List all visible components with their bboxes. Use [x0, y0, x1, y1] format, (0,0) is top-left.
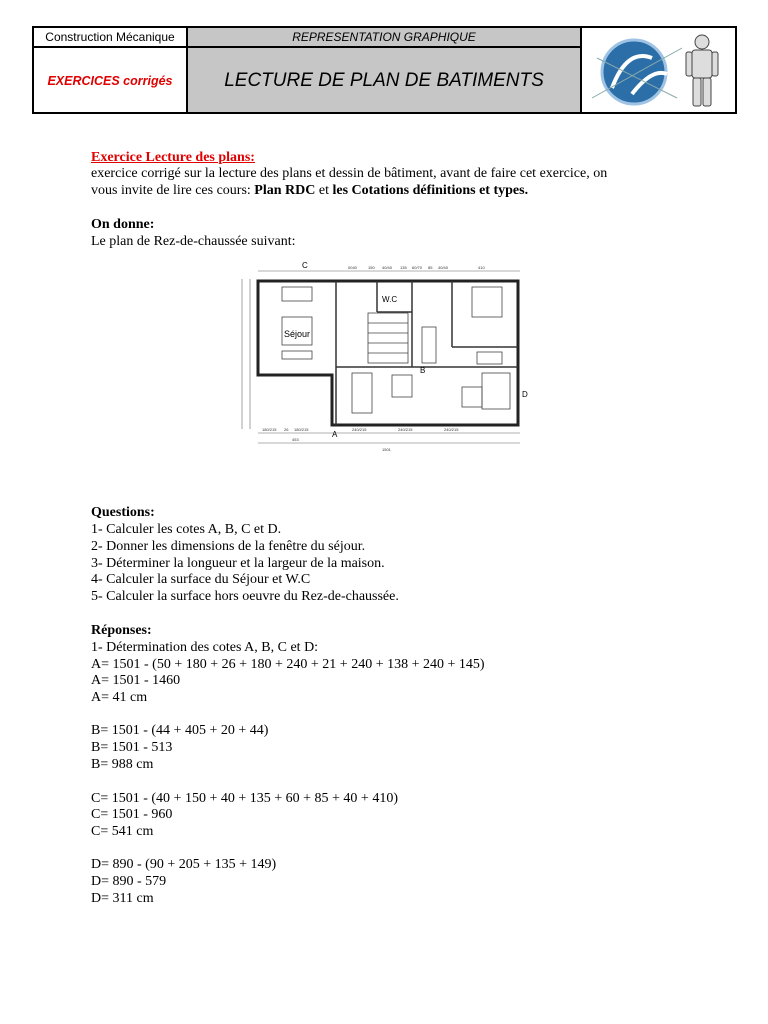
svg-text:180/215: 180/215	[262, 427, 277, 432]
svg-text:26: 26	[284, 427, 289, 432]
plan-label-b: B	[420, 366, 426, 375]
question-item: 5- Calculer la surface hors oeuvre du Rez-de-chaussée.	[91, 589, 399, 604]
intro-line-2: vous invite de lire ces cours: Plan RDC et les Cotations définitions et types.	[91, 183, 529, 198]
exercise-heading: Exercice Lecture des plans:	[91, 150, 255, 165]
section-label: REPRESENTATION GRAPHIQUE	[188, 28, 580, 48]
document-header	[32, 26, 737, 114]
svg-text:240/215: 240/215	[444, 427, 459, 432]
header-center-cell	[188, 28, 582, 112]
answer-b-line: B= 1501 - 513	[91, 740, 173, 755]
plan-label-sejour: Séjour	[284, 329, 311, 339]
svg-text:240/215: 240/215	[352, 427, 367, 432]
answer-a-line: A= 1501 - 1460	[91, 673, 181, 688]
question-item: 2- Donner les dimensions de la fenêtre du séjour.	[91, 539, 366, 554]
svg-text:410: 410	[478, 265, 485, 270]
answer-c-line: C= 1501 - (40 + 150 + 40 + 135 + 60 + 85 + 40 + 410)	[91, 791, 398, 806]
question-item: 1- Calculer les cotes A, B, C et D.	[91, 522, 282, 537]
answer-d-line: D= 890 - 579	[91, 874, 167, 889]
logo-icon	[582, 28, 735, 112]
plan-rdc-link: Plan RDC	[254, 183, 316, 198]
plan-label-c: C	[302, 261, 308, 270]
svg-text:40/40: 40/40	[438, 265, 449, 270]
svg-text:180/215: 180/215	[294, 427, 309, 432]
svg-text:453: 453	[292, 437, 299, 442]
answer-b-result: B= 988 cm	[91, 757, 154, 772]
svg-text:60/70: 60/70	[412, 265, 423, 270]
question-item: 3- Déterminer la longueur et la largeur de la maison.	[91, 556, 385, 571]
answer-b-line: B= 1501 - (44 + 405 + 20 + 44)	[91, 723, 269, 738]
answer-c-result: C= 541 cm	[91, 824, 154, 839]
category-label: EXERCICES corrigés	[47, 74, 173, 88]
answers-heading: Réponses:	[91, 623, 152, 638]
answer-a-line: A= 1501 - (50 + 180 + 26 + 180 + 240 + 21 + 240 + 138 + 240 + 145)	[91, 657, 485, 672]
svg-text:240/215: 240/215	[398, 427, 413, 432]
question-item: 4- Calculer la surface du Séjour et W.C	[91, 572, 311, 587]
svg-text:0040: 0040	[348, 265, 357, 270]
floor-plan-svg	[232, 257, 528, 453]
page-title: LECTURE DE PLAN DE BATIMENTS	[224, 70, 544, 91]
svg-text:1501: 1501	[382, 447, 391, 452]
given-text: Le plan de Rez-de-chaussée suivant:	[91, 234, 296, 249]
plan-label-a: A	[332, 430, 338, 439]
answer-c-line: C= 1501 - 960	[91, 807, 173, 822]
given-heading: On donne:	[91, 217, 155, 232]
answers-intro: 1- Détermination des cotes A, B, C et D:	[91, 640, 319, 655]
subject-label: Construction Mécanique	[34, 28, 186, 48]
svg-text:135: 135	[400, 265, 407, 270]
answer-a-result: A= 41 cm	[91, 690, 148, 705]
svg-text:40/40: 40/40	[382, 265, 393, 270]
answer-d-line: D= 890 - (90 + 205 + 135 + 149)	[91, 857, 277, 872]
plan-label-wc: W.C	[382, 295, 398, 304]
header-left-cell	[34, 28, 188, 112]
answer-d-result: D= 311 cm	[91, 891, 154, 906]
svg-text:85: 85	[428, 265, 433, 270]
floor-plan-drawing	[232, 257, 528, 453]
questions-heading: Questions:	[91, 505, 155, 520]
svg-text:150: 150	[368, 265, 375, 270]
intro-line-1: exercice corrigé sur la lecture des plans et dessin de bâtiment, avant de faire cet exercice, on	[91, 166, 608, 181]
logo	[582, 28, 735, 112]
plan-label-d: D	[522, 390, 528, 399]
cotations-link: les Cotations définitions et types.	[332, 183, 529, 198]
